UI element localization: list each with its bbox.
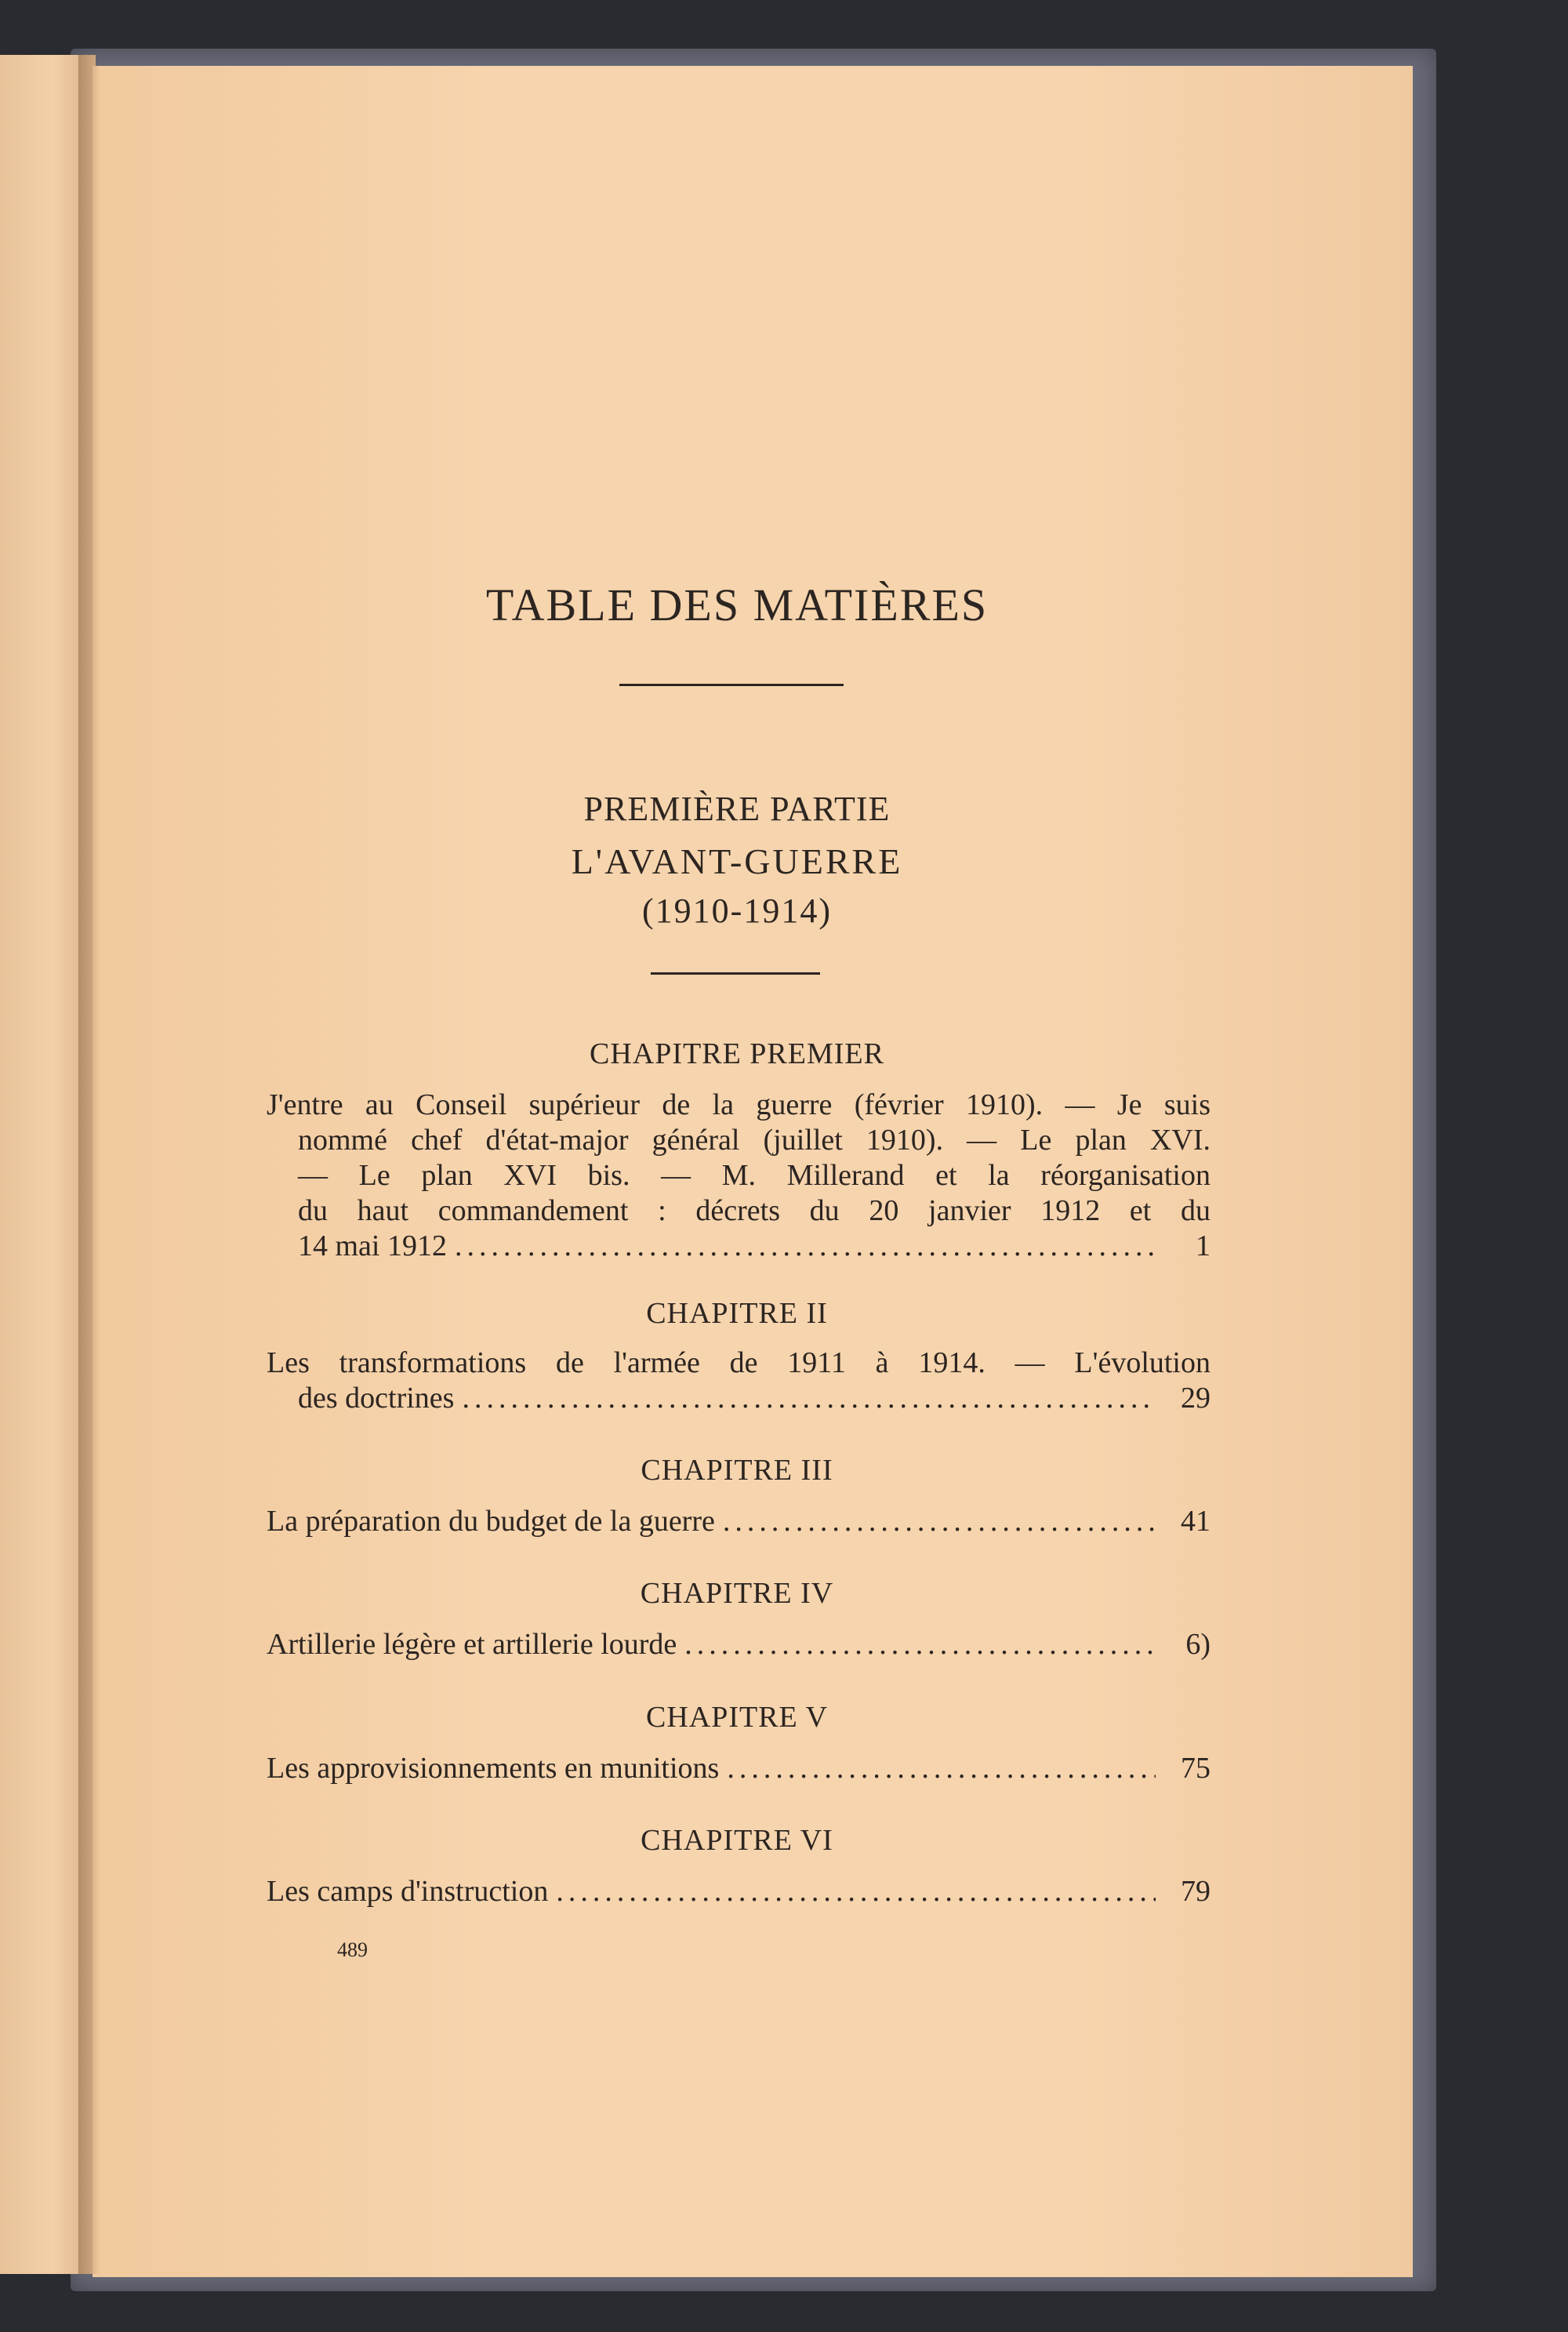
entry-line: Les transformations de l'armée de 1911 à 1914. — L'évolution bbox=[267, 1346, 1210, 1379]
chapter-heading-6: CHAPITRE VI bbox=[641, 1824, 833, 1857]
dot-leader bbox=[455, 1229, 1156, 1264]
dot-leader bbox=[723, 1504, 1156, 1539]
page-title: TABLE DES MATIÈRES bbox=[485, 579, 989, 630]
chapter-entry-5 bbox=[267, 1751, 1210, 1786]
dot-leader bbox=[684, 1627, 1156, 1662]
chapter-entry-2 bbox=[267, 1346, 1210, 1416]
page-number: 79 bbox=[1181, 1875, 1210, 1908]
part-title: L'AVANT-GUERRE bbox=[571, 841, 903, 881]
entry-line: du haut commandement : décrets du 20 janvier 1912 et du bbox=[298, 1194, 1210, 1227]
chapter-heading-1: CHAPITRE PREMIER bbox=[590, 1037, 884, 1070]
chapter-heading-4: CHAPITRE IV bbox=[640, 1577, 834, 1610]
chapter-heading-3: CHAPITRE III bbox=[641, 1454, 833, 1487]
entry-leader-line bbox=[267, 1381, 1210, 1416]
part-rule bbox=[651, 972, 820, 975]
entry-line: J'entre au Conseil supérieur de la guerre (février 1910). — Je suis bbox=[267, 1088, 1210, 1121]
entry-last-text: Les approvisionnements en munitions bbox=[267, 1752, 720, 1785]
page-number: 29 bbox=[1181, 1382, 1210, 1415]
page-gutter bbox=[78, 55, 100, 2274]
folio-number: 489 bbox=[337, 1938, 368, 1961]
entry-leader-line bbox=[267, 1229, 1210, 1264]
entry-line: — Le plan XVI bis. — M. Millerand et la réorganisation bbox=[298, 1159, 1210, 1192]
entry-last-text: La préparation du budget de la guerre bbox=[267, 1505, 715, 1538]
entry-leader-line bbox=[267, 1504, 1210, 1539]
page-number: 6) bbox=[1185, 1628, 1210, 1661]
chapter-heading-2: CHAPITRE II bbox=[646, 1297, 828, 1330]
chapter-entry-6 bbox=[267, 1874, 1210, 1909]
dot-leader bbox=[556, 1874, 1156, 1909]
entry-last-text: Artillerie légère et artillerie lourde bbox=[267, 1628, 677, 1661]
page-number: 1 bbox=[1196, 1230, 1210, 1262]
part-label: PREMIÈRE PARTIE bbox=[583, 790, 891, 828]
part-dates: (1910-1914) bbox=[642, 892, 832, 930]
entry-last-text: 14 mai 1912 bbox=[298, 1230, 447, 1262]
chapter-heading-5: CHAPITRE V bbox=[645, 1701, 829, 1734]
entry-last-text: des doctrines bbox=[298, 1382, 455, 1415]
chapter-entry-3 bbox=[267, 1504, 1210, 1539]
title-rule bbox=[619, 684, 844, 686]
dot-leader bbox=[727, 1751, 1156, 1786]
chapter-entry-1 bbox=[267, 1088, 1210, 1264]
entry-leader-line bbox=[267, 1627, 1210, 1662]
entry-line: nommé chef d'état-major général (juillet 1910). — Le plan XVI. bbox=[298, 1124, 1210, 1157]
page-number: 41 bbox=[1181, 1505, 1210, 1538]
chapter-entry-4 bbox=[267, 1627, 1210, 1662]
entry-leader-line bbox=[267, 1874, 1210, 1909]
entry-last-text: Les camps d'instruction bbox=[267, 1875, 549, 1908]
dot-leader bbox=[462, 1381, 1156, 1416]
entry-leader-line bbox=[267, 1751, 1210, 1786]
page-number: 75 bbox=[1181, 1752, 1210, 1785]
